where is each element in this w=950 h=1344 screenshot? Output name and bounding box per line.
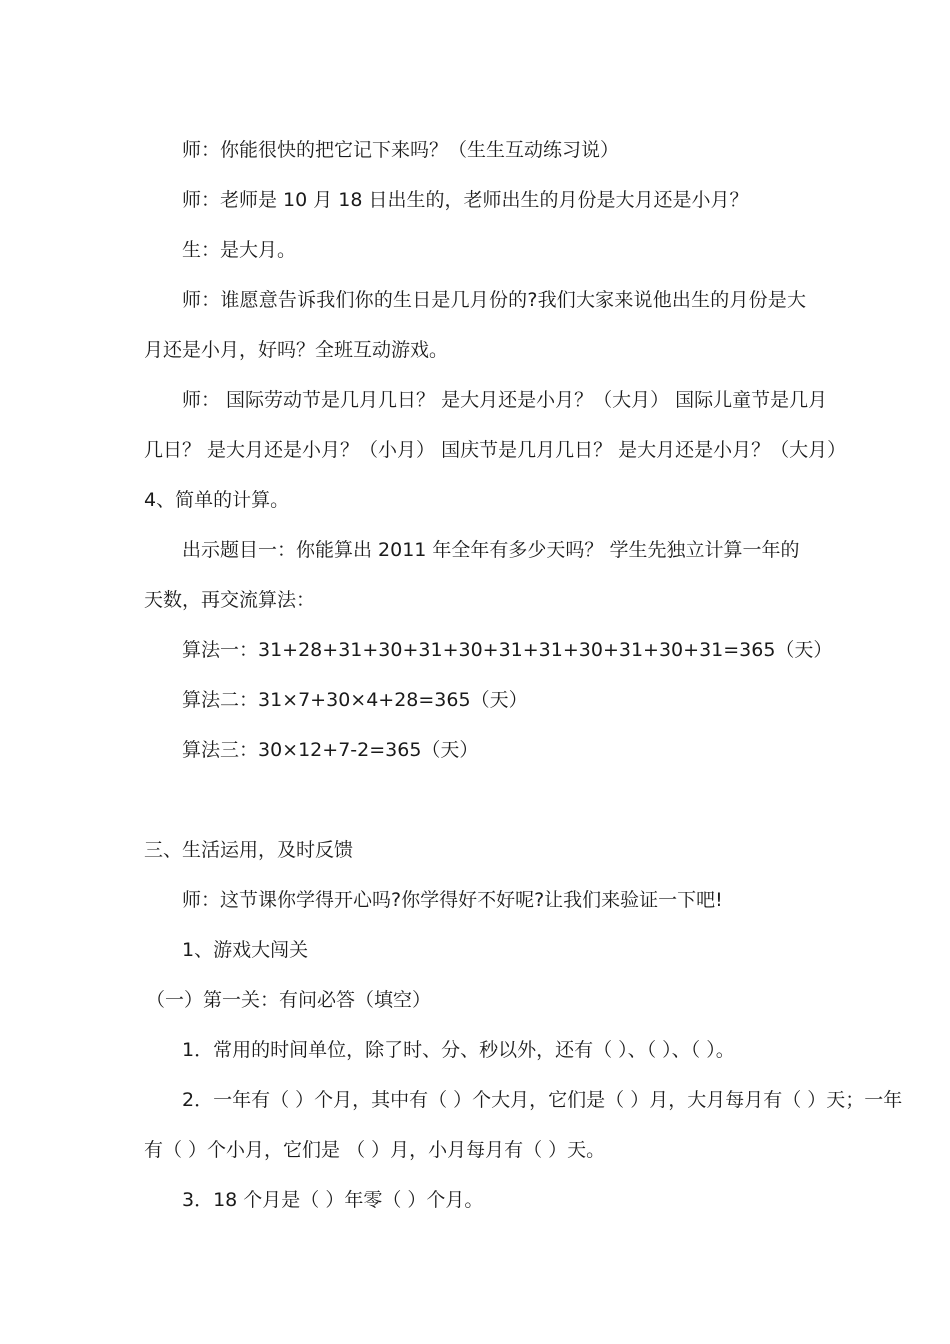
subsection-heading: （一）第一关：有问必答（填空）: [146, 989, 432, 1011]
paragraph-line: 师：你能很快的把它记下来吗？（生生互动练习说）: [182, 139, 620, 161]
paragraph-line: 天数，再交流算法：: [144, 589, 316, 611]
paragraph-line: 月还是小月，好吗？全班互动游戏。: [144, 339, 449, 361]
question-line: 3．18 个月是（ ）年零（ ）个月。: [182, 1189, 484, 1211]
paragraph-line: 师：老师是 10 月 18 日出生的，老师出生的月份是大月还是小月？: [182, 189, 749, 211]
question-line: 1．常用的时间单位，除了时、分、秒以外，还有（ ）、（ ）、（ ）。: [182, 1039, 735, 1061]
paragraph-line: 生：是大月。: [182, 239, 297, 261]
section-heading: 三、生活运用，及时反馈: [144, 839, 354, 861]
question-line: 有（ ）个小月，它们是 （ ）月，小月每月有（ ）天。: [144, 1139, 606, 1161]
paragraph-line: 师： 国际劳动节是几月几日？ 是大月还是小月？（大月） 国际儿童节是几月: [182, 389, 828, 411]
formula-line: 算法三：30×12+7-2=365（天）: [182, 739, 479, 761]
formula-line: 算法一：31+28+31+30+31+30+31+31+30+31+30+31=365（天）: [182, 639, 833, 661]
subsection-heading: 1、游戏大闯关: [182, 939, 309, 961]
paragraph-line: 几日？ 是大月还是小月？（小月） 国庆节是几月几日？ 是大月还是小月？（大月）: [144, 439, 847, 461]
formula-line: 算法二：31×7+30×4+28=365（天）: [182, 689, 528, 711]
paragraph-line: 师：谁愿意告诉我们你的生日是几月份的?我们大家来说他出生的月份是大: [182, 289, 806, 311]
paragraph-line: 师：这节课你学得开心吗?你学得好不好呢?让我们来验证一下吧!: [182, 889, 723, 911]
question-line: 2．一年有（ ）个月，其中有（ ）个大月，它们是（ ）月，大月每月有（ ）天；一年: [182, 1089, 903, 1111]
paragraph-line: 出示题目一：你能算出 2011 年全年有多少天吗？ 学生先独立计算一年的: [182, 539, 800, 561]
section-heading: 4、简单的计算。: [144, 489, 290, 511]
